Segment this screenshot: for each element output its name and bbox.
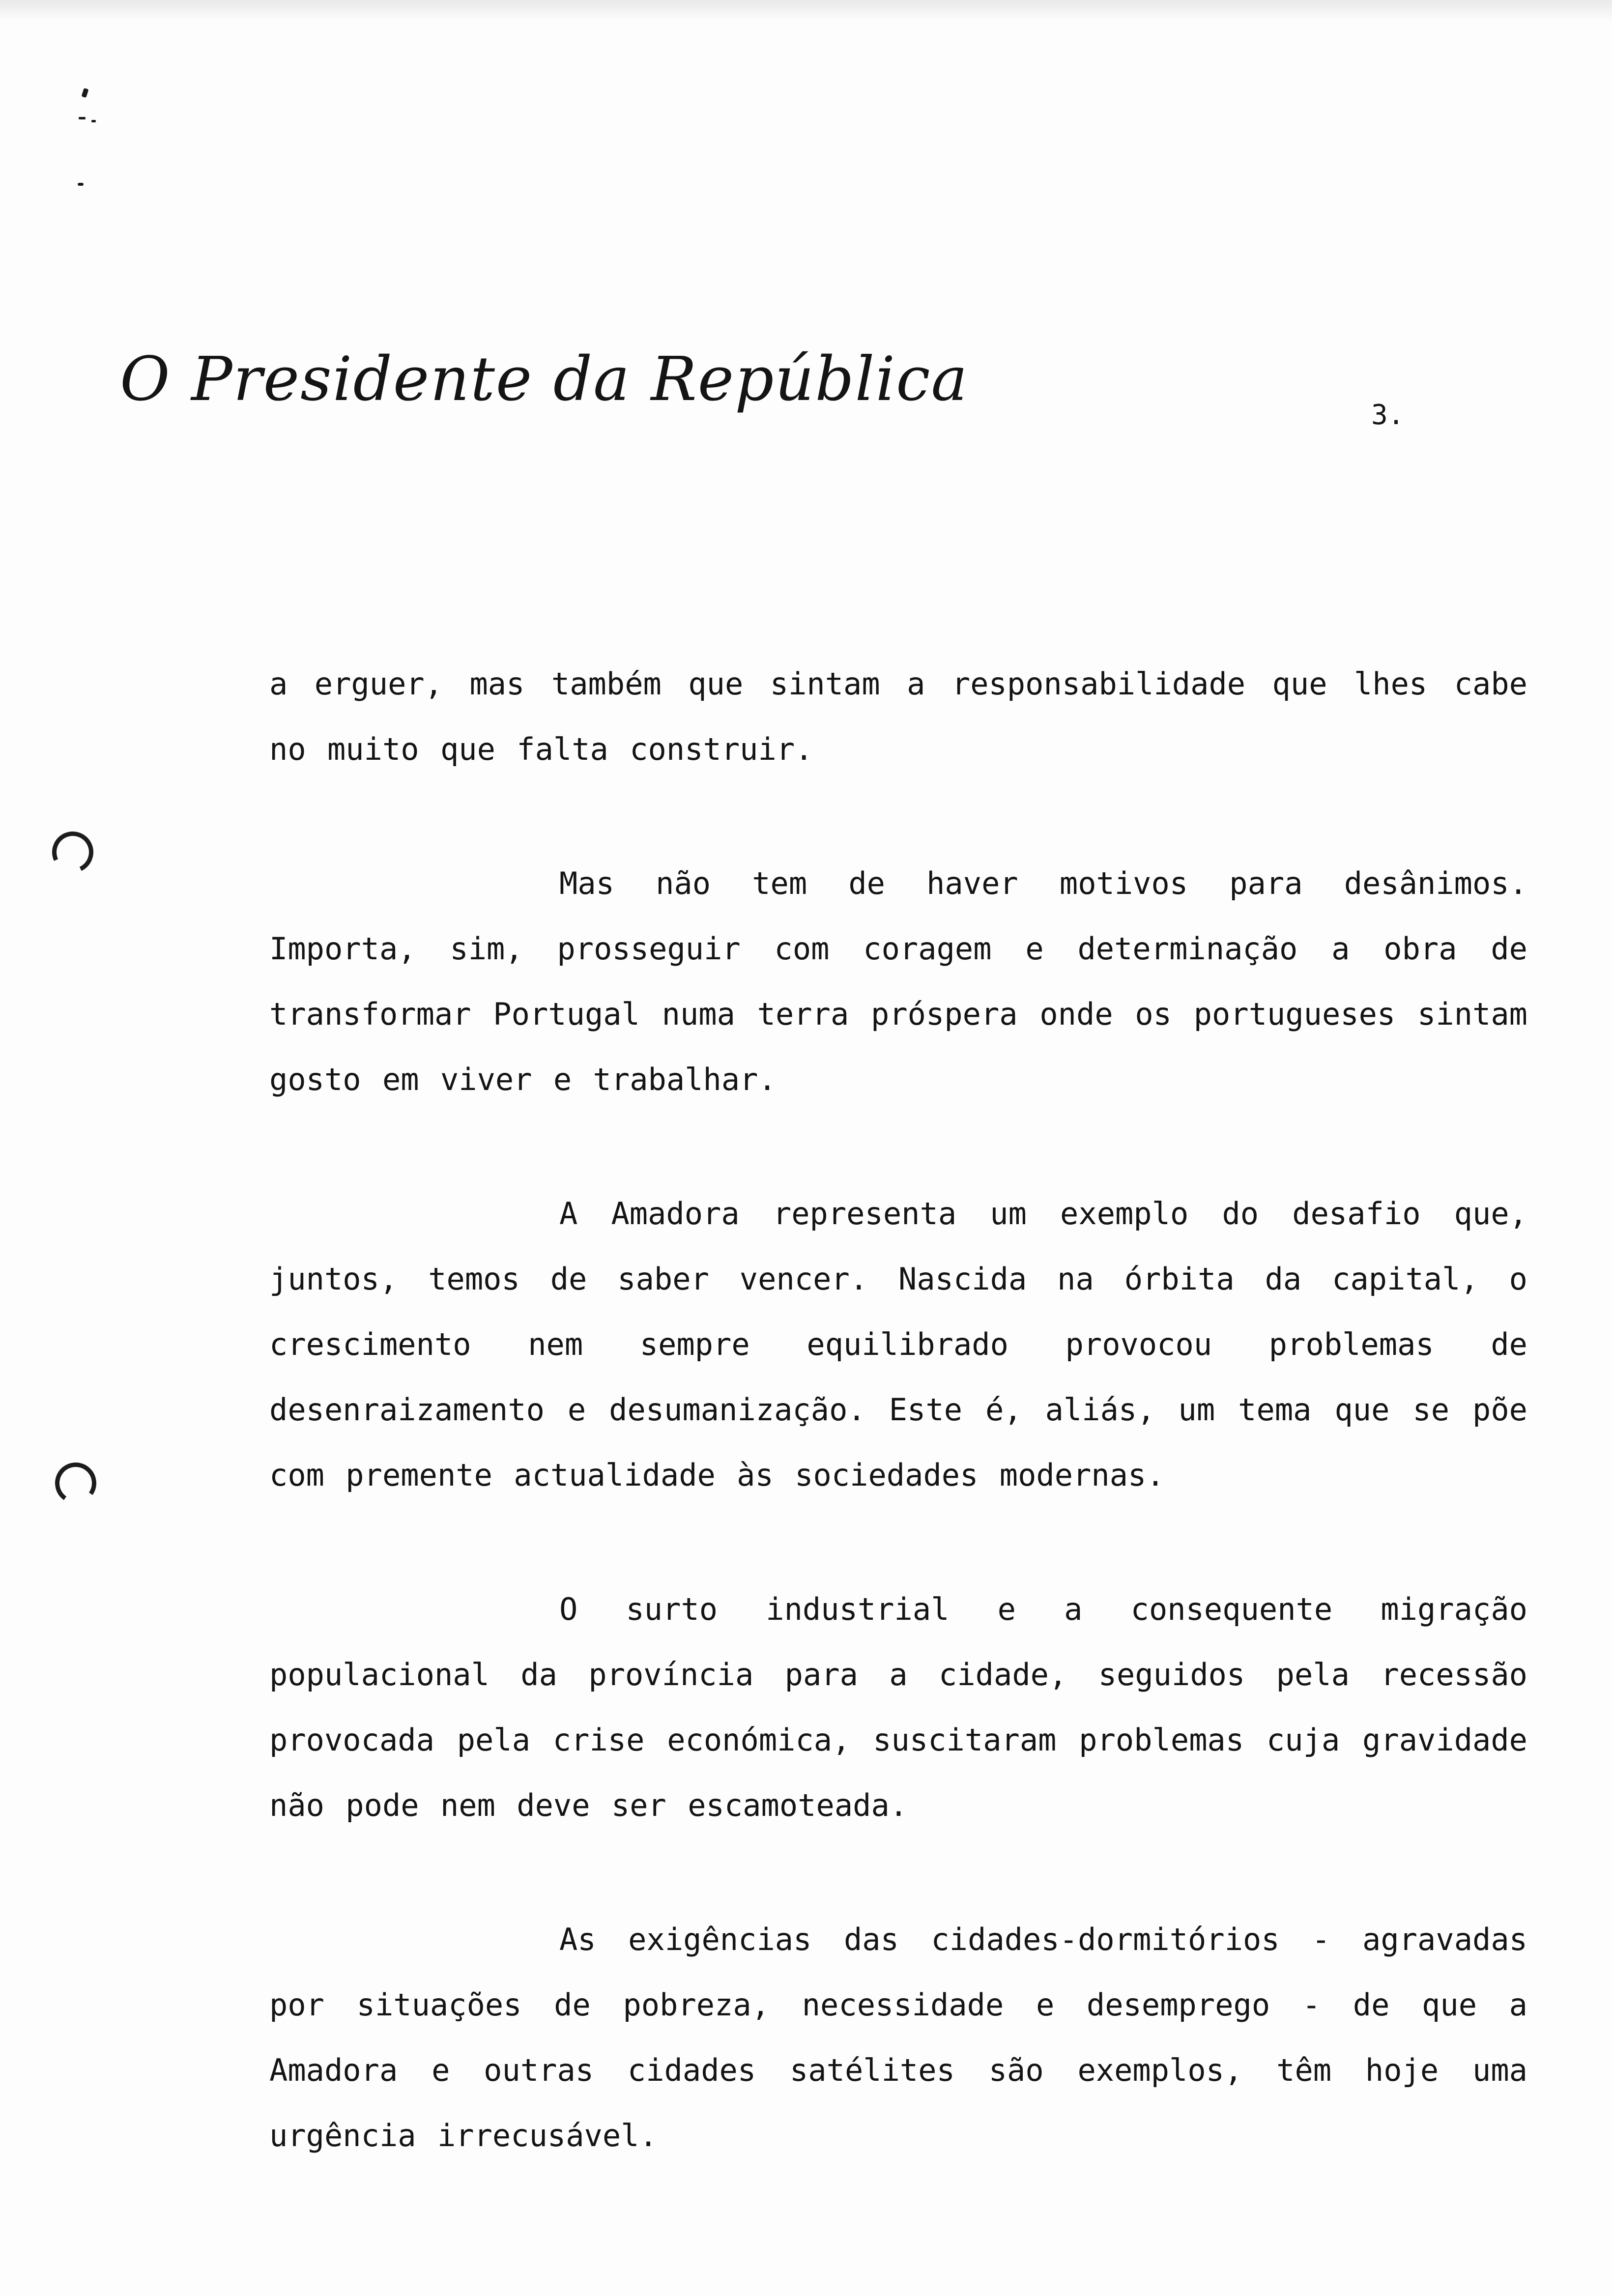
punch-hole (52, 1459, 99, 1507)
stray-ink-mark (79, 117, 86, 119)
paragraph: A Amadora representa um exemplo do desafio que, juntos, temos de saber vencer. Nascida na órbita da capital, o crescimento nem sempre equilibrado provocou problemas de desenraizamento e desumanização. Este é, aliás, um tema que se põe com premente actualidade às sociedades modernas. (269, 1196, 1527, 1493)
page-number: 3. (1371, 399, 1405, 431)
scan-edge (0, 0, 1612, 22)
paragraph: a erguer, mas também que sintam a responsabilidade que lhes cabe no muito que falta construir. (269, 666, 1527, 767)
stray-ink-mark (78, 183, 84, 186)
paragraph: As exigências das cidades-dormitórios - agravadas por situações de pobreza, necessidade e desemprego - de que a Amadora e outras cidades satélites são exemplos, têm hoje uma urgência irrecusável. (269, 1922, 1527, 2153)
paragraph: O surto industrial e a consequente migração populacional da província para a cidade, seguidos pela recessão provocada pela crise económica, suscitaram problemas cuja gravidade não pode nem deve ser escamoteada. (269, 1591, 1527, 1823)
document-body (269, 651, 1527, 2168)
stray-ink-mark (91, 120, 96, 122)
punch-hole (46, 826, 99, 879)
paragraph: Mas não tem de haver motivos para desânimos. Importa, sim, prosseguir com coragem e determinação a obra de transformar Portugal numa terra próspera onde os portugueses sintam gosto em viver e trabalhar. (269, 865, 1527, 1097)
stray-ink-mark (81, 88, 88, 98)
letterhead: O Presidente da República (120, 344, 969, 415)
